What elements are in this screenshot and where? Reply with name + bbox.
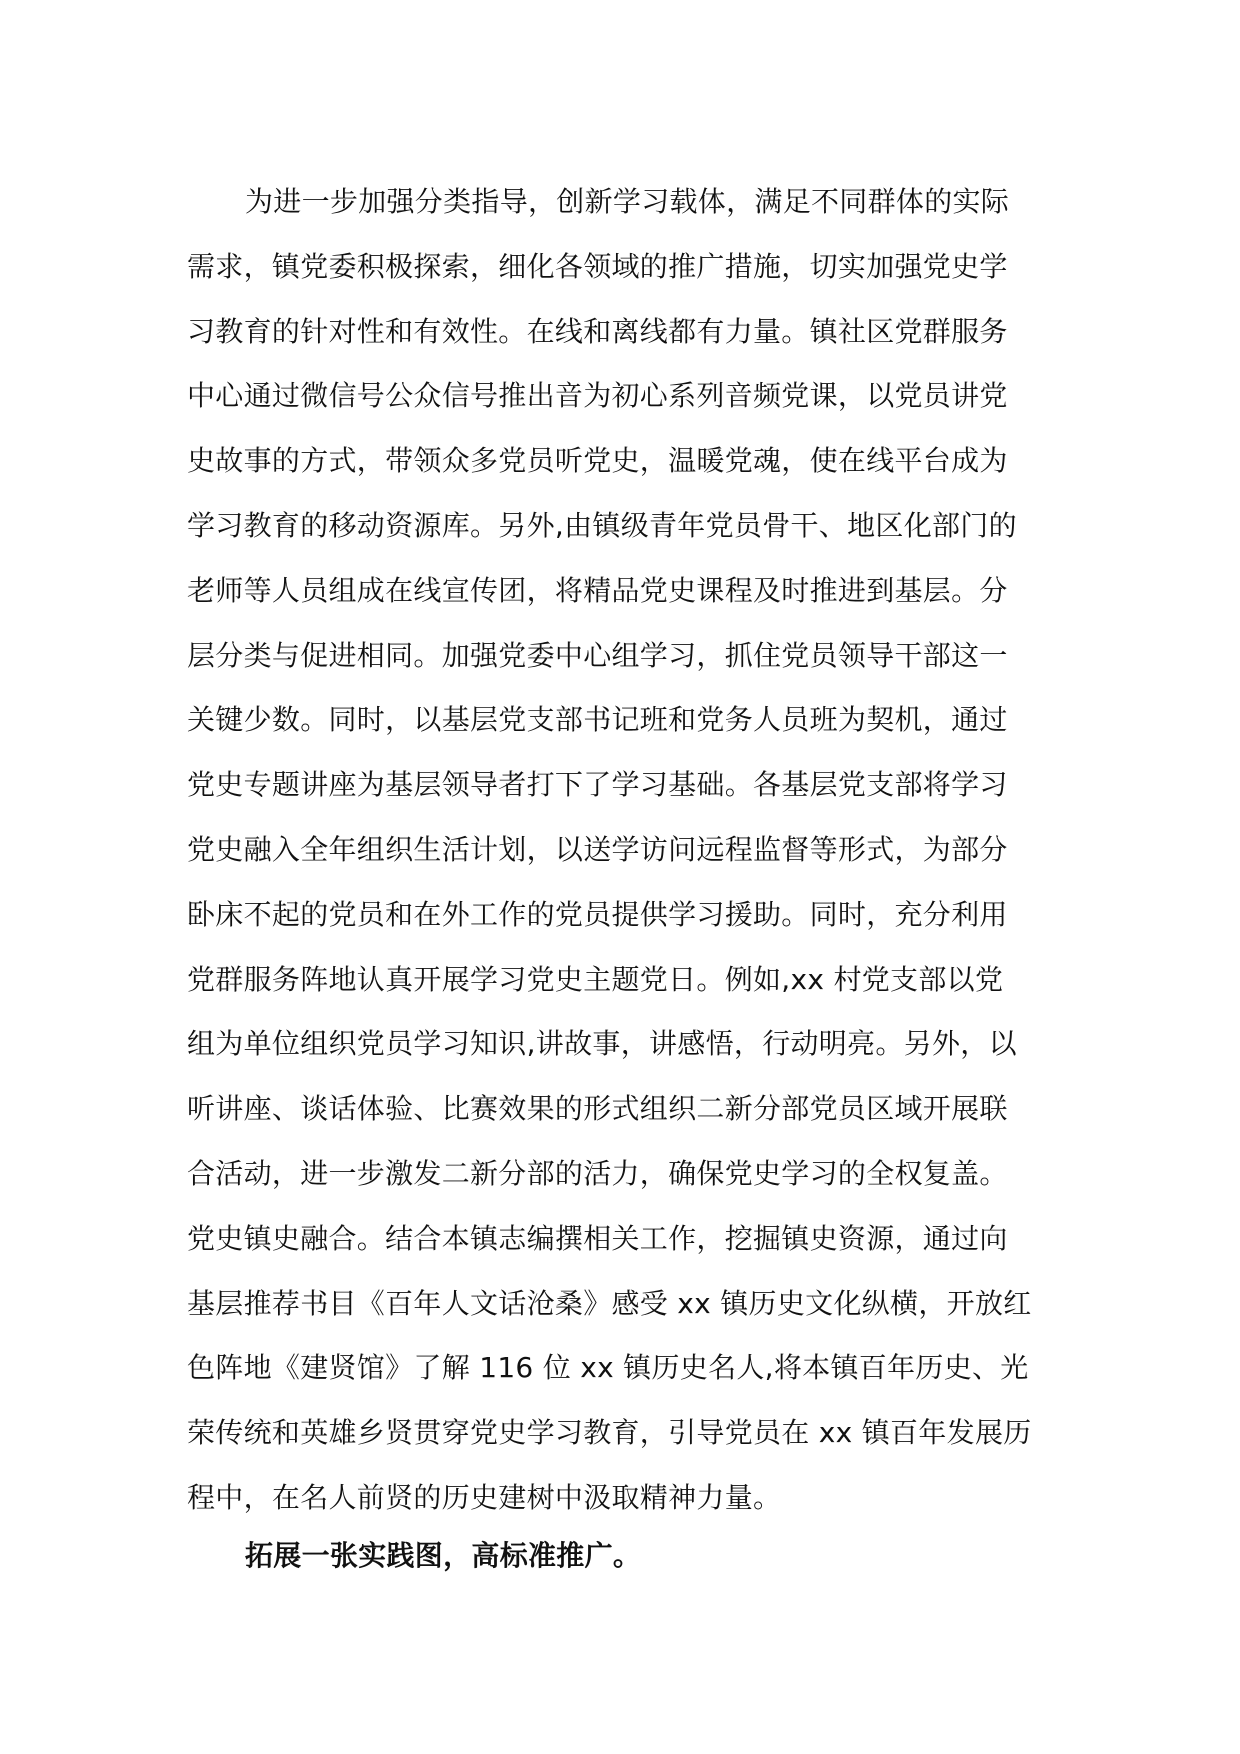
paragraph-line: 老师等人员组成在线宣传团，将精品党史课程及时推进到基层。分 [187, 573, 1008, 607]
paragraph-line: 基层推荐书目《百年人文话沧桑》感受 xx 镇历史文化纵横，开放红 [187, 1286, 1032, 1320]
paragraph-line: 合活动，进一步激发二新分部的活力，确保党史学习的全权复盖。 [187, 1156, 1008, 1190]
paragraph-line: 荣传统和英雄乡贤贯穿党史学习教育，引导党员在 xx 镇百年发展历 [187, 1416, 1032, 1450]
section-heading: 拓展一张实践图，高标准推广。 [245, 1539, 642, 1572]
paragraph-line: 为进一步加强分类指导，创新学习载体，满足不同群体的实际 [245, 185, 1010, 218]
paragraph-line: 组为单位组织党员学习知识,讲故事，讲感悟，行动明亮。另外，以 [187, 1027, 1017, 1061]
paragraph-line: 学习教育的移动资源库。另外,由镇级青年党员骨干、地区化部门的 [187, 508, 1017, 542]
paragraph-line: 党史专题讲座为基层领导者打下了学习基础。各基层党支部将学习 [187, 768, 1008, 802]
paragraph-line: 习教育的针对性和有效性。在线和离线都有力量。镇社区党群服务 [187, 314, 1008, 348]
paragraph-line: 史故事的方式，带领众多党员听党史，温暖党魂，使在线平台成为 [187, 444, 1008, 478]
paragraph-line: 需求，镇党委积极探索，细化各领域的推广措施，切实加强党史学 [187, 249, 1008, 283]
paragraph-line: 听讲座、谈话体验、比赛效果的形式组织二新分部党员区域开展联 [187, 1092, 1008, 1126]
paragraph-line: 色阵地《建贤馆》了解 116 位 xx 镇历史名人,将本镇百年历史、光 [187, 1351, 1029, 1385]
paragraph-line: 党群服务阵地认真开展学习党史主题党日。例如,xx 村党支部以党 [187, 962, 1004, 996]
paragraph-line: 党史镇史融合。结合本镇志编撰相关工作，挖掘镇史资源，通过向 [187, 1221, 1008, 1255]
paragraph-line: 层分类与促进相同。加强党委中心组学习，抓住党员领导干部这一 [187, 638, 1008, 672]
paragraph-line: 程中，在名人前贤的历史建树中汲取精神力量。 [187, 1480, 782, 1514]
paragraph-line: 党史融入全年组织生活计划，以送学访问远程监督等形式，为部分 [187, 832, 1008, 866]
paragraph-line: 关键少数。同时，以基层党支部书记班和党务人员班为契机，通过 [187, 703, 1008, 737]
paragraph-line: 卧床不起的党员和在外工作的党员提供学习援助。同时，充分利用 [187, 897, 1008, 931]
paragraph-line: 中心通过微信号公众信号推出音为初心系列音频党课，以党员讲党 [187, 379, 1008, 413]
body-paragraph [187, 170, 1067, 1531]
